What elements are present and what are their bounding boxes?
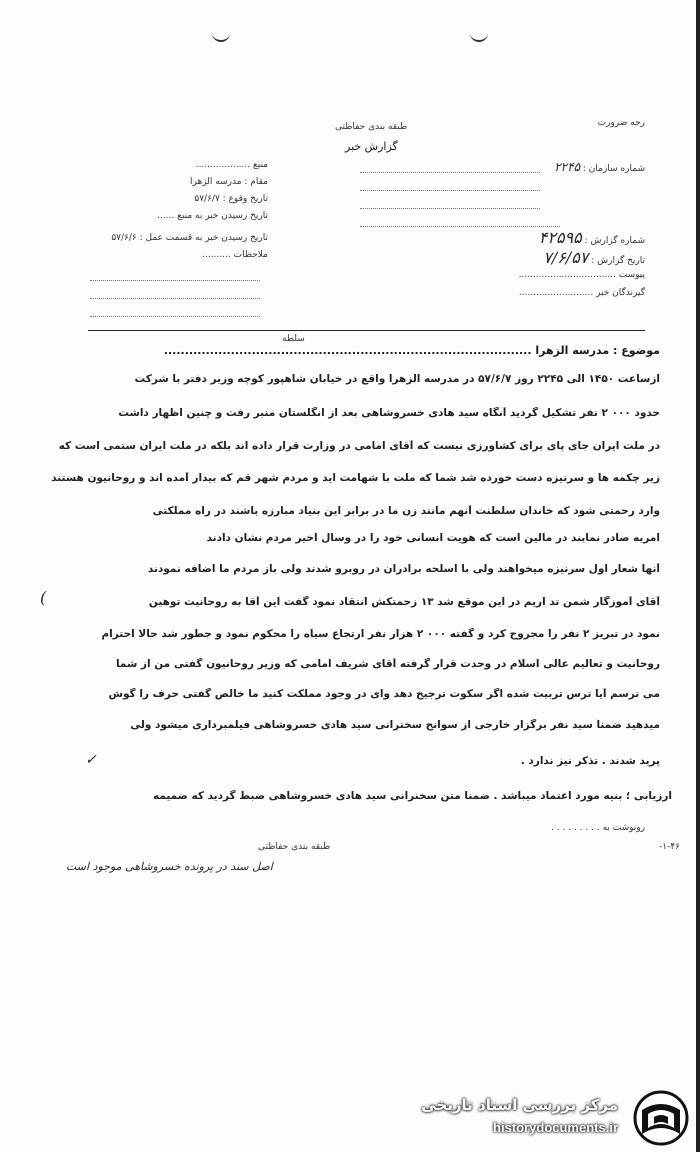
dotted-line: [360, 160, 540, 173]
evaluation-line: ارزیابی ؛ بنیه مورد اعتماد میباشد . ضمناً متن سخنرانی سید هادی خسروشاهی ضبط گردید که ضمیمه: [152, 790, 672, 802]
field-report-date: تاریخ گزارش : ۷/۶/۵۷: [543, 248, 645, 267]
body-line: آقای آموزگار شمن تد اریم در این موقع شد ۱۳ زحمتکش انتقاد نمود گفت این آقا به روحانیت توهین: [148, 596, 660, 608]
dotted-line: [90, 268, 260, 281]
subject-note: سلطه: [282, 334, 305, 344]
classification-bottom: طبقه بندی حفاظتی: [258, 842, 331, 852]
subject-line: موضوع : مدرسه الزهرا ........................................................................................: [163, 344, 660, 357]
body-line: میدهید ضمناً سید نفر برگزار خارجی از سوانح سخنرانی سید هادی خسروشاهی فیلمبرداری میشود ولی: [130, 719, 660, 731]
margin-bracket-mark: (: [40, 588, 47, 607]
dotted-line: [90, 286, 260, 299]
field-section-received: تاریخ رسیدن خبر به قسمت عمل : ۵۷/۶/۶: [111, 233, 268, 243]
field-source: منبع ...................: [195, 160, 268, 170]
field-report-number: شماره گزارش : ۴۲۵۹۵: [538, 228, 645, 247]
field-source-received: تاریخ رسیدن خبر به منبع ......: [157, 211, 268, 221]
dotted-line: [360, 214, 560, 227]
field-remarks: ملاحظات ..........: [202, 250, 268, 260]
body-line: امریه صادر نمایند در مالین است که هویت انسانی خود را در وسال اخیر مردم نشان دادند: [206, 532, 660, 544]
field-org-number: شماره سازمان : ۲۲۴۵: [554, 160, 645, 174]
body-line: می ترسم آیا ترس تربیت شده اگر سکوت ترجیح دهد وای در وجود مملکت کنید ما خالص گفتی حرف را گوش: [108, 688, 660, 700]
body-line: زیر چکمه ها و سرنیزه دست خورده شد شما که ملت با شهامت اید و مردم شهر قم که بیدار آمده اند و روحانیون هستند: [51, 472, 660, 484]
field-occurrence-date: تاریخ وقوع : ۵۷/۶/۷: [194, 194, 268, 204]
field-attachment: پیوست ..................................: [518, 270, 645, 280]
handwritten-mark: ✓: [85, 752, 97, 768]
dotted-line: [360, 178, 540, 191]
body-line: پرید شدند . تذکر نیز ندارد .: [520, 755, 660, 767]
dotted-line: [90, 304, 260, 317]
punch-hole-mark: [470, 30, 488, 42]
body-line: نمود در تبریز ۲ نفر را مجروح کرد و گفته ۰۰۰ ۲ هزار نفر ارتجاع سیاه را محکوم نمود و جطور شد حالا احترام: [101, 628, 660, 640]
body-line: در ملت ایران جای پای برای کشاورزی نیست که آقای امامی در وزارت قرار داده اند بلکه در ملت ایران ستمی است که: [58, 440, 660, 452]
body-line: ازساعت ۱۴۵۰ الی ۲۲۴۵ روز ۵۷/۶/۷ در مدرسه الزهرا واقع در خیابان شاهپور کوچه وزیر دفتر با شرکت: [134, 373, 660, 385]
report-title: گزارش خبر: [345, 140, 398, 153]
field-location: مقام : مدرسه الزهرا: [189, 177, 268, 187]
dotted-line: [360, 196, 540, 209]
copy-to-line: رونوشت به . . . . . . . . .: [551, 823, 645, 833]
handwritten-archive-note: اصل سند در پرونده خسروشاهی موجود است: [66, 860, 273, 873]
form-code: ۱-۴۶-: [659, 842, 680, 852]
body-line: آنها شعار اول سرنیزه میخواهند ولی با اسلحه برادران در روبرو شدند ولی باز مردم ما اضافه نمودند: [147, 563, 660, 575]
urgency-label: رجه ضرورت: [597, 118, 645, 128]
header-divider: [88, 330, 645, 331]
punch-hole-mark: [212, 30, 230, 42]
book-emblem-icon: [632, 1090, 690, 1146]
logo-name: مرکز بررسی اسناد تاریخی: [421, 1096, 618, 1114]
logo-url: historydocuments.ir: [493, 1120, 618, 1135]
body-line: روحانیت و تعالیم عالی اسلام در وحدت قرار گرفته آقای شریف امامی که وزیر روحانیون گفتی من از شما: [115, 658, 660, 670]
body-line: وارد رحمتی شود که خاندان سلطنت آنهم مانند زن ما در برابر این بنیاد مبارزه باشند در راه مملکتی: [152, 505, 660, 517]
field-recipients: گیرندگان خبر ..........................: [518, 288, 645, 298]
classification-top: طبقه بندی حفاظتی: [335, 122, 408, 132]
body-line: حدود ۰۰۰ ۲ نفر تشکیل گردید آنگاه سید هادی خسروشاهی بعد از انگلستان منبر رفت و چنین اظهار داشت: [118, 407, 660, 419]
scan-edge: [696, 0, 700, 1152]
